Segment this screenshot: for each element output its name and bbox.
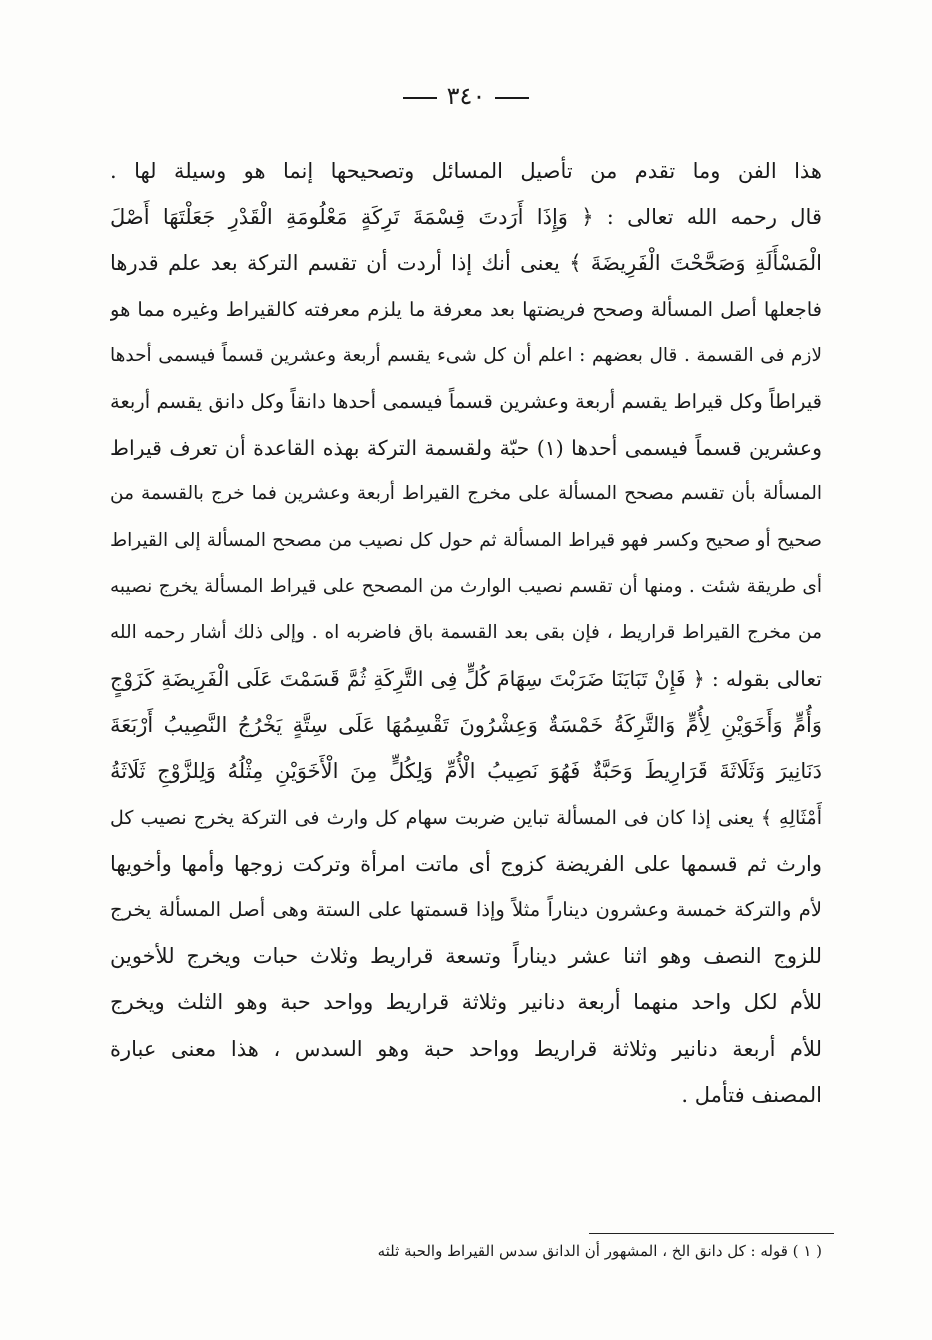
text-line: فاجعلها أصل المسألة وصحح فريضتها بعد معرفة ما يلزم معرفته كالقيراط وغيره مما هو [110,297,822,321]
text-line: صحيح أو صحيح وكسر فهو قيراط المسألة ثم حول كل نصيب من مصحح المسألة إلى القيراط [110,529,822,551]
text-line: للزوج النصف وهو اثنا عشر ديناراً وتسعة قراريط وثلاث حبات ويخرج للأخوين [110,944,822,969]
left-dash [403,97,437,99]
text-line: للأم أربعة دنانير وثلاثة قراريط وواحد حبة وهو السدس ، هذا معنى عبارة [110,1036,822,1061]
text-line: قال رحمه الله تعالى : ﴿ وَإِذَا أَرَدتَ قِسْمَةَ تَرِكَةٍ مَعْلُومَةِ الْقَدْرِ جَعَلْتَهَا أَصْلَ [110,205,822,230]
text-line: من مخرج القيراط قراريط ، فإن بقى بعد القسمة باق فاضربه اه . وإلى ذلك أشار رحمه الله [110,621,822,643]
text-line: وَأُمٍّ وَأَخَوَيْنِ لِأُمٍّ وَالتَّرِكَةُ خَمْسَةٌ وَعِشْرُونَ تَقْسِمُهَا عَلَى سِتَّةٍ يَخْرُجُ النَّصِيبُ أَرْبَعَةَ [110,713,822,738]
text-line: لازم فى القسمة . قال بعضهم : اعلم أن كل شىء يقسم أربعة وعشرين قسماً فيسمى أحدها [110,344,822,366]
page-number-header [0,82,932,110]
text-line: تعالى بقوله : ﴿ فَإِنْ تَبَايَنَا ضَرَبْتَ سِهَامَ كُلٍّ فِى التَّرِكَةِ ثُمَّ قَسَمْتَ عَلَى الْفَرِيضَةِ كَزَوْجٍ [110,667,822,692]
text-line: هذا الفن وما تقدم من تأصيل المسائل وتصحيحها إنما هو وسيلة لها . [110,159,822,183]
main-text [110,148,822,1118]
text-line: وارث ثم قسمها على الفريضة كزوج أى ماتت امرأة وتركت زوجها وأمها وأخويها [110,851,822,876]
text-line: المسألة بأن تقسم مصحح المسألة على مخرج القيراط أربعة وعشرين فما خرج بالقسمة من [110,483,822,505]
text-line: للأم لكل واحد منهما أربعة دنانير وثلاثة قراريط وواحد حبة وهو الثلث ويخرج [110,990,822,1015]
right-dash [495,97,529,99]
text-line: دَنَانِيرَ وَثَلَاثَةَ قَرَارِيطَ وَحَبَّةٌ فَهُوَ نَصِيبُ الْأُمِّ وَلِكُلٍّ مِنَ الْأَخَوَيْنِ مِثْلُهُ وَلِلزَّوْجِ ثَلَاثَةُ [110,759,822,784]
text-line: لأم والتركة خمسة وعشرون ديناراً مثلاً وإذا قسمتها على الستة وهى أصل المسألة يخرج [110,898,822,921]
footnote: ( ١ ) قوله : كل دانق الخ ، المشهور أن الدانق سدس القيراط والحبة ثلثه [377,1242,822,1260]
text-line: الْمَسْأَلَةِ وَصَحَّحْتَ الْفَرِيضَةَ ﴾ يعنى أنك إذا أردت أن تقسم التركة بعد علم قدرها [110,251,822,276]
footnote-divider [589,1233,834,1234]
text-line: وعشرين قسماً فيسمى أحدها (١) حبّة ولقسمة التركة بهذه القاعدة أن تعرف قيراط [110,436,822,461]
text-line: المصنف فتأمل . [681,1082,822,1107]
text-line: قيراطاً وكل قيراط يقسم أربعة وعشرين قسماً فيسمى أحدها دانقاً وكل دانق يقسم أربعة [110,389,822,413]
text-line: أَمْثَالِهِ ﴾ يعنى إذا كان فى المسألة تباين ضربت سهام كل وارث فى التركة يخرج نصيب كل [110,806,822,829]
text-line: أى طريقة شئت . ومنها أن تقسم نصيب الوارث من المصحح على قيراط المسألة يخرج نصيبه [110,575,822,597]
page-number: ٣٤٠ [446,82,486,110]
